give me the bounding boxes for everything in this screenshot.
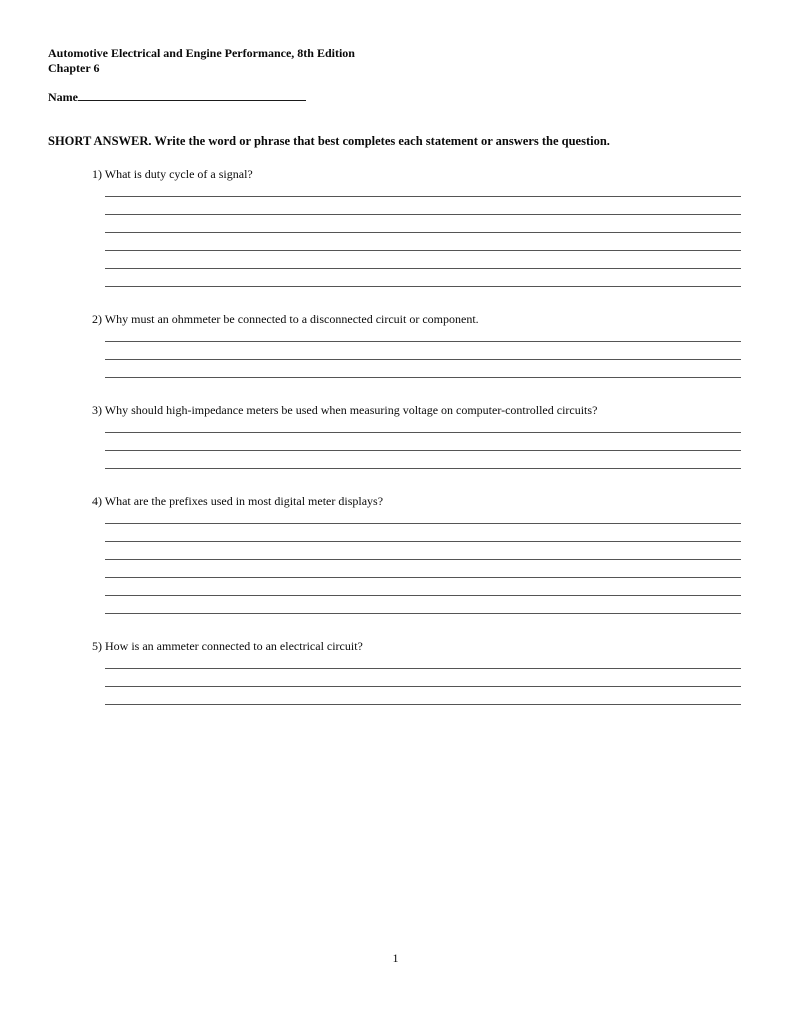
answer-blank-line (105, 232, 741, 250)
answer-blank-line (105, 268, 741, 286)
answer-blank-line (105, 559, 741, 577)
answer-blank-line (105, 668, 741, 686)
question-block (92, 403, 741, 486)
question-text: 1) What is duty cycle of a signal? (92, 167, 253, 181)
question-text: 4) What are the prefixes used in most digital meter displays? (92, 494, 384, 508)
document-header (48, 46, 355, 75)
page-number: 1 (392, 951, 399, 965)
answer-blank-line (105, 613, 741, 631)
answer-blank-line (105, 541, 741, 559)
question-block (92, 312, 741, 395)
answer-lines (105, 341, 741, 395)
name-field-row (48, 87, 306, 105)
question-text: 5) How is an ammeter connected to an electrical circuit? (92, 639, 363, 653)
answer-blank-line (105, 577, 741, 595)
name-blank-line (78, 87, 306, 101)
answer-blank-line (105, 450, 741, 468)
answer-blank-line (105, 686, 741, 704)
answer-blank-line (105, 359, 741, 377)
question-block (92, 494, 741, 631)
answer-blank-line (105, 432, 741, 450)
question-block (92, 639, 741, 722)
answer-blank-line (105, 468, 741, 486)
answer-lines (105, 523, 741, 631)
answer-blank-line (105, 196, 741, 214)
book-title: Automotive Electrical and Engine Performance, 8th Edition (48, 46, 355, 60)
answer-blank-line (105, 704, 741, 722)
answer-blank-line (105, 286, 741, 304)
questions-list (92, 167, 741, 730)
answer-blank-line (105, 523, 741, 541)
question-block (92, 167, 741, 304)
section-instructions: SHORT ANSWER. Write the word or phrase that best completes each statement or answers the question. (48, 134, 610, 148)
answer-lines (105, 432, 741, 486)
answer-blank-line (105, 214, 741, 232)
answer-blank-line (105, 250, 741, 268)
question-text: 2) Why must an ohmmeter be connected to a disconnected circuit or component. (92, 312, 479, 326)
answer-blank-line (105, 341, 741, 359)
answer-lines (105, 196, 741, 304)
name-label: Name (48, 90, 78, 104)
answer-blank-line (105, 595, 741, 613)
answer-blank-line (105, 377, 741, 395)
question-text: 3) Why should high-impedance meters be used when measuring voltage on computer-controlled circuits? (92, 403, 598, 417)
answer-lines (105, 668, 741, 722)
chapter-title: Chapter 6 (48, 60, 100, 75)
